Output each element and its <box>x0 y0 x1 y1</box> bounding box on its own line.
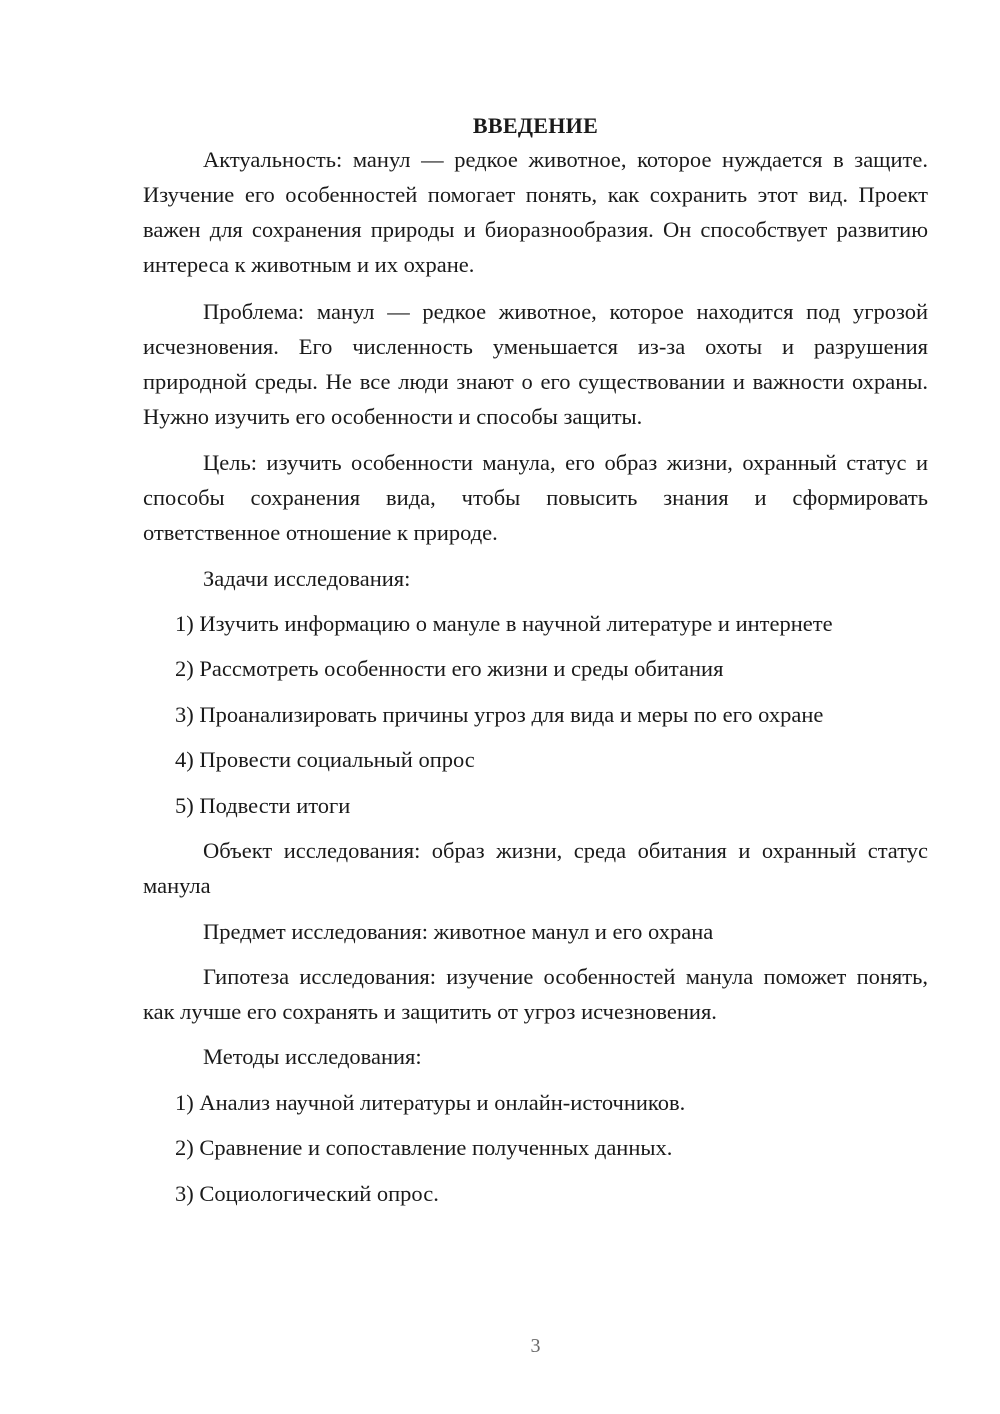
paragraph-problem: Проблема: манул — редкое животное, которое находится под угрозой исчезновения. Его численность уменьшается из-за охоты и разрушения природной среды. Не все люди знают о его существовании и важности охраны. Нужно изучить его особенности и способы защиты. <box>143 299 928 429</box>
paragraph-goal: Цель: изучить особенности манула, его образ жизни, охранный статус и способы сохранения вида, чтобы повысить знания и сформировать ответственное отношение к природе. <box>143 450 928 545</box>
task-list-item: 5) Подвести итоги <box>175 793 351 818</box>
paragraph-hypothesis: Гипотеза исследования: изучение особенностей манула поможет понять, как лучше его сохранять и защитить от угроз исчезновения. <box>143 964 928 1024</box>
document-page <box>143 0 928 1414</box>
task-list-item: 2) Рассмотреть особенности его жизни и среды обитания <box>175 656 724 681</box>
page-number: 3 <box>530 1335 541 1357</box>
page-title: ВВЕДЕНИЕ <box>472 112 599 138</box>
method-list-item: 2) Сравнение и сопоставление полученных данных. <box>175 1135 673 1160</box>
methods-heading: Методы исследования: <box>203 1044 422 1069</box>
tasks-heading: Задачи исследования: <box>203 566 411 591</box>
task-list-item: 4) Провести социальный опрос <box>175 747 475 772</box>
task-list-item: 1) Изучить информацию о мануле в научной литературе и интернете <box>175 611 833 636</box>
paragraph-subject: Предмет исследования: животное манул и его охрана <box>203 919 714 944</box>
method-list-item: 1) Анализ научной литературы и онлайн-источников. <box>175 1090 686 1115</box>
paragraph-relevance: Актуальность: манул — редкое животное, которое нуждается в защите. Изучение его особенностей помогает понять, как сохранить этот вид. Проект важен для сохранения природы и биоразнообразия. Он способствует развитию интереса к животным и их охране. <box>143 147 928 277</box>
paragraph-object: Объект исследования: образ жизни, среда обитания и охранный статус манула <box>143 838 928 898</box>
task-list-item: 3) Проанализировать причины угроз для вида и меры по его охране <box>175 702 824 727</box>
method-list-item: 3) Социологический опрос. <box>175 1181 439 1206</box>
